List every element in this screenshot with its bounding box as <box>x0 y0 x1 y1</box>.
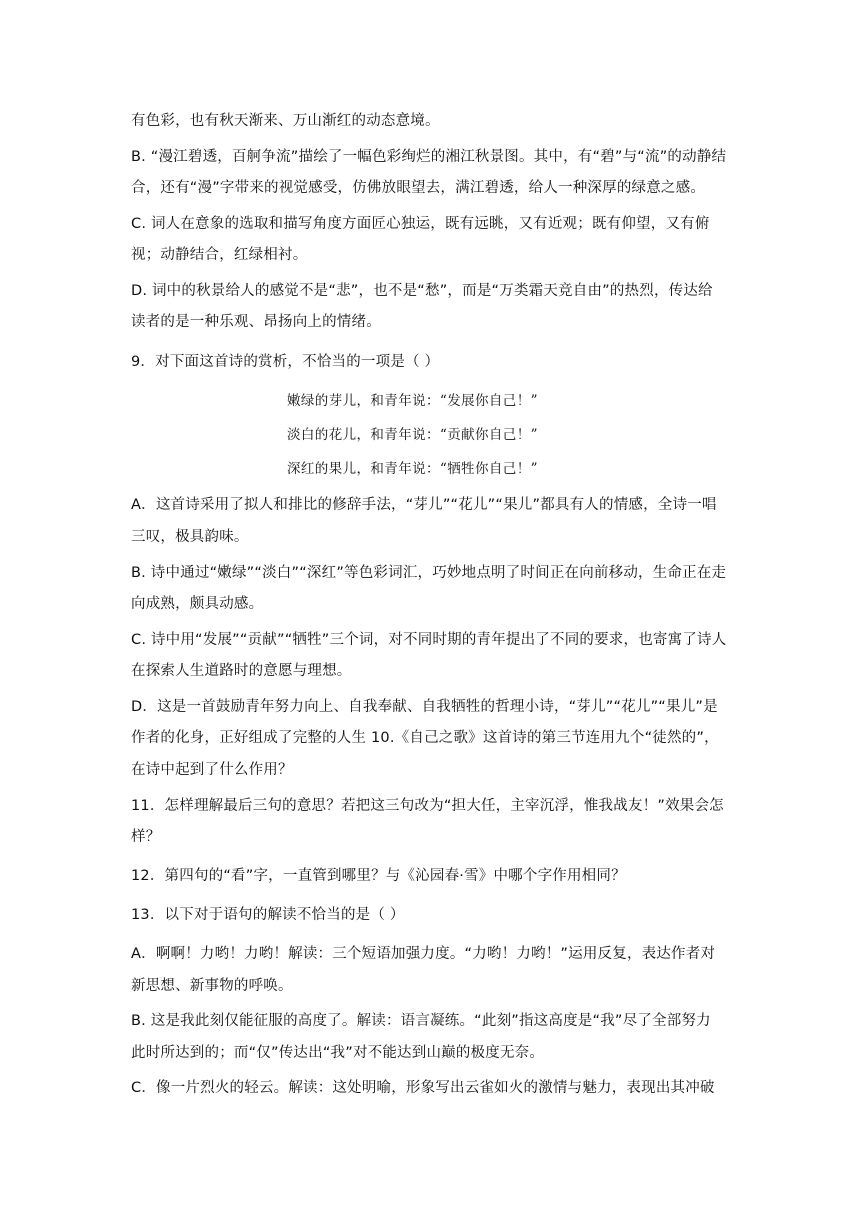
text-line: 在探索人生道路时的意愿与理想。 <box>131 663 352 679</box>
option-c-line: C．像一片烈火的轻云。解读：这处明喻，形象写出云雀如火的激情与魅力，表现出其冲破 <box>131 1080 715 1096</box>
text-line: 有色彩，也有秋天渐来、万山渐红的动态意境。 <box>131 113 440 129</box>
question-9: 9．对下面这首诗的赏析，不恰当的一项是（ ） <box>131 354 440 370</box>
text-line: 在诗中起到了什么作用？ <box>131 762 293 778</box>
text-line: 读者的是一种乐观、昂扬向上的情绪。 <box>131 314 381 330</box>
poem-line: 深红的果儿，和青年说：“牺牲你自己！” <box>287 461 538 477</box>
option-a-line: A．这首诗采用了拟人和排比的修辞手法，“芽儿”“花儿”“果儿”都具有人的情感，全诗一唱 <box>131 497 717 513</box>
option-b-line: B. 这是我此刻仅能征服的高度了。解读：语言凝练。“此刻”指这高度是“我”尽了全部努力 <box>131 1013 711 1029</box>
question-12: 12．第四句的“看”字，一直管到哪里？与《沁园春·雪》中哪个字作用相同？ <box>131 868 626 884</box>
text-line: 新思想、新事物的呼唤。 <box>131 978 293 994</box>
poem-line: 嫩绿的芽儿，和青年说：“发展你自己！” <box>287 393 538 409</box>
question-13: 13．以下对于语句的解读不恰当的是（ ） <box>131 907 405 923</box>
option-d-line: D. 词中的秋景给人的感觉不是“悲”，也不是“愁”，而是“万类霜天竞自由”的热烈，传达给 <box>131 283 713 299</box>
text-line: 三叹，极具韵味。 <box>131 529 249 545</box>
text-line: 此时所达到的；而“仅”传达出“我”对不能达到山巅的极度无奈。 <box>131 1045 545 1061</box>
option-b-line: B. “漫江碧透，百舸争流”描绘了一幅色彩绚烂的湘江秋景图。其中，有“碧”与“流”的动静结 <box>131 149 727 165</box>
text-line: 样？ <box>131 829 161 845</box>
option-d-line: D．这是一首鼓励青年努力向上、自我奉献、自我牺牲的哲理小诗，“芽儿”“花儿”“果儿”是 <box>131 699 718 715</box>
text-line: 视；动静结合，红绿相衬。 <box>131 247 308 263</box>
question-11: 11．怎样理解最后三句的意思？若把这三句改为“担大任，主宰沉浮，惟我战友！”效果会怎 <box>131 798 724 814</box>
text-line: 向成熟，颇具动感。 <box>131 596 264 612</box>
option-b-line: B. 诗中通过“嫩绿”“淡白”“深红”等色彩词汇，巧妙地点明了时间正在向前移动，生命正在走 <box>131 565 727 581</box>
poem-line: 淡白的花儿，和青年说：“贡献你自己！” <box>287 427 538 443</box>
question-10-line: 作者的化身，正好组成了完整的人生 10.《自己之歌》这首诗的第三节连用九个“徒然的”， <box>131 730 719 746</box>
option-c-line: C. 词人在意象的选取和描写角度方面匠心独运，既有远眺，又有近观；既有仰望，又有俯 <box>131 216 710 232</box>
text-line: 合，还有“漫”字带来的视觉感受，仿佛放眼望去，满江碧透，给人一种深厚的绿意之感。 <box>131 180 706 196</box>
option-c-line: C. 诗中用“发展”“贡献”“牺牲”三个词，对不同时期的青年提出了不同的要求，也寄寓了诗人 <box>131 632 727 648</box>
option-a-line: A．啊啊！力哟！力哟！解读：三个短语加强力度。“力哟！力哟！”运用反复，表达作者对 <box>131 946 716 962</box>
